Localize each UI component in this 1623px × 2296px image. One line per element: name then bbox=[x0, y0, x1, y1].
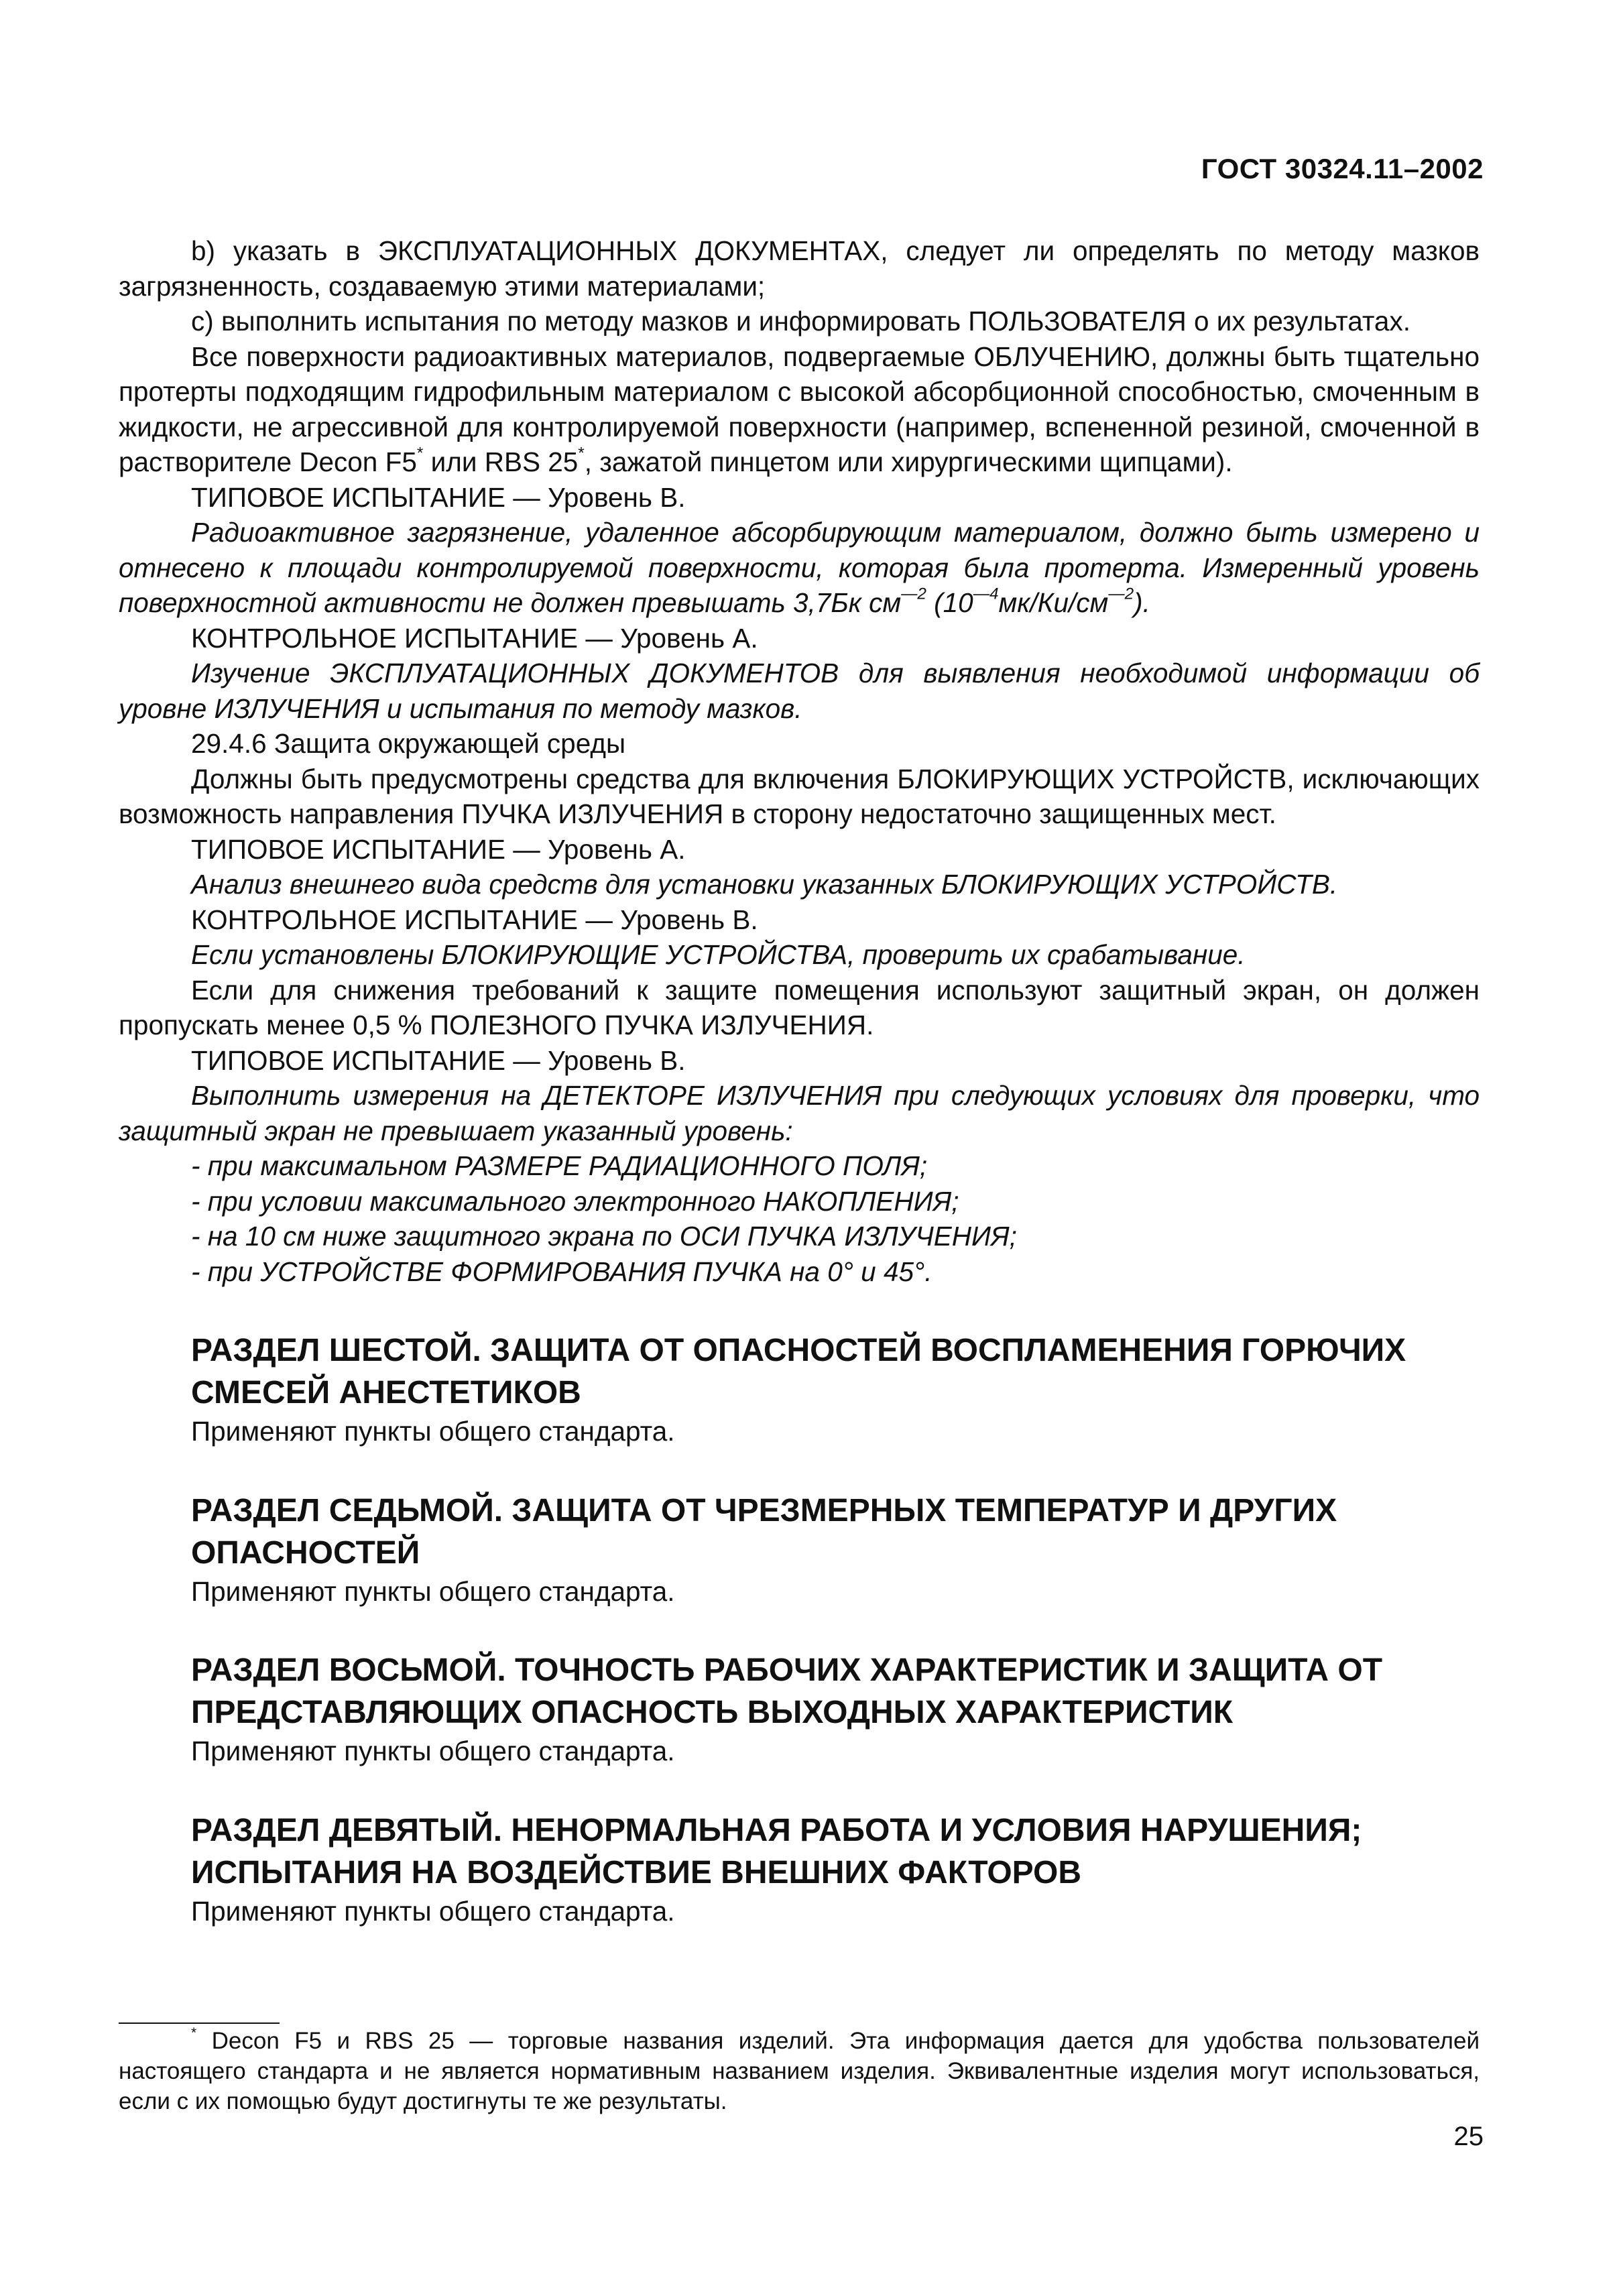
paragraph-shield: Если для снижения требований к защите помещения используют защитный экран, он должен пропускать менее 0,5 % ПОЛЕЗНОГО ПУЧКА ИЗЛУЧЕНИЯ. bbox=[119, 974, 1480, 1040]
condition-item: - на 10 см ниже защитного экрана по ОСИ ПУЧКА ИЗЛУЧЕНИЯ; bbox=[191, 1221, 1017, 1252]
paragraph-interlocks: Должны быть предусмотрены средства для включения БЛОКИРУЮЩИХ УСТРОЙСТВ, исключающих возможность направления ПУЧКА ИЗЛУЧЕНИЯ в сторону недостаточно защищенных мест. bbox=[119, 763, 1480, 829]
condition-item: - при максимальном РАЗМЕРЕ РАДИАЦИОННОГО ПОЛЯ; bbox=[191, 1150, 928, 1181]
type-test-label: ТИПОВОЕ ИСПЫТАНИЕ — Уровень А. bbox=[191, 833, 686, 865]
section-heading: РАЗДЕЛ ДЕВЯТЫЙ. НЕНОРМАЛЬНАЯ РАБОТА И УСЛОВИЯ НАРУШЕНИЯ; ИСПЫТАНИЯ НА ВОЗДЕЙСТВИЕ ВНЕШНИХ ФАКТОРОВ bbox=[191, 1812, 1362, 1890]
paragraph-surfaces: Все поверхности радиоактивных материалов, подвергаемые ОБЛУЧЕНИЮ, должны быть тщательно протерты подходящим гидрофильным материалом с высокой абсорбционной способностью, смоченным в жидкости, не агрессивной для контролируемой поверхности (например, вспененной резиной, смоченной в растворителе Decon F5* или RBS 25*, зажатой пинцетом или хирургическими щипцами). bbox=[119, 341, 1480, 477]
section-heading: РАЗДЕЛ ВОСЬМОЙ. ТОЧНОСТЬ РАБОЧИХ ХАРАКТЕРИСТИК И ЗАЩИТА ОТ ПРЕДСТАВЛЯЮЩИХ ОПАСНОСТЬ ВЫХОДНЫХ ХАРАКТЕРИСТИК bbox=[191, 1652, 1383, 1730]
type-test-label: ТИПОВОЕ ИСПЫТАНИЕ — Уровень В. bbox=[191, 1044, 686, 1076]
control-test-text: Изучение ЭКСПЛУАТАЦИОННЫХ ДОКУМЕНТОВ для выявления необходимой информации об уровне ИЗЛУЧЕНИЯ и испытания по методу мазков. bbox=[119, 658, 1480, 724]
footnote-marker: * bbox=[191, 2025, 197, 2041]
type-test-text: Радиоактивное загрязнение, удаленное абсорбирующим материалом, должно быть измерено и отнесено к площади контролируемой поверхности, которая была протерта. Измеренный уровень поверхностной активности не должен превышать 3,7Бк $см^{—2}$ $(10^{—4}мк/Ки/см^{—2})$. bbox=[119, 517, 1480, 618]
section-heading: РАЗДЕЛ СЕДЬМОЙ. ЗАЩИТА ОТ ЧРЕЗМЕРНЫХ ТЕМПЕРАТУР И ДРУГИХ ОПАСНОСТЕЙ bbox=[191, 1492, 1337, 1571]
section-text: Применяют пункты общего стандарта. bbox=[191, 1416, 675, 1447]
condition-item: - при условии максимального электронного НАКОПЛЕНИЯ; bbox=[191, 1185, 959, 1217]
page-number: 25 bbox=[1453, 2122, 1484, 2151]
footnote bbox=[119, 2026, 1480, 2116]
footnote-text: Decon F5 и RBS 25 — торговые названия изделий. Эта информация дается для удобства пользователей настоящего стандарта и не является нормативным названием изделия. Эквивалентные изделия могут использоваться, если с их помощью будут достигнуты те же результаты. bbox=[119, 2028, 1480, 2114]
control-test-label: КОНТРОЛЬНОЕ ИСПЫТАНИЕ — Уровень А. bbox=[191, 622, 758, 654]
type-test-label: ТИПОВОЕ ИСПЫТАНИЕ — Уровень В. bbox=[191, 481, 686, 513]
clause-heading: 29.4.6 Защита окружающей среды bbox=[191, 728, 626, 759]
control-test-text: Если установлены БЛОКИРУЮЩИЕ УСТРОЙСТВА, проверить их срабатывание. bbox=[191, 939, 1246, 970]
footnote-ref: * bbox=[578, 444, 585, 463]
footnote-ref: * bbox=[416, 444, 424, 463]
section-text: Применяют пункты общего стандарта. bbox=[191, 1895, 675, 1927]
document-code: ГОСТ 30324.11–2002 bbox=[1201, 153, 1484, 184]
type-test-text: Анализ внешнего вида средств для установки указанных БЛОКИРУЮЩИХ УСТРОЙСТВ. bbox=[191, 869, 1338, 900]
section-text: Применяют пункты общего стандарта. bbox=[191, 1736, 675, 1766]
control-test-label: КОНТРОЛЬНОЕ ИСПЫТАНИЕ — Уровень В. bbox=[191, 904, 758, 935]
section-text: Применяют пункты общего стандарта. bbox=[191, 1575, 675, 1607]
list-item-b: b) указать в ЭКСПЛУАТАЦИОННЫХ ДОКУМЕНТАХ, следует ли определять по методу мазков загрязненность, создаваемую этими материалами; bbox=[119, 235, 1480, 302]
condition-item: - при УСТРОЙСТВЕ ФОРМИРОВАНИЯ ПУЧКА на 0° и 45°. bbox=[191, 1256, 933, 1287]
type-test-text: Выполнить измерения на ДЕТЕКТОРЕ ИЗЛУЧЕНИЯ при следующих условиях для проверки, что защитный экран не превышает указанный уровень: bbox=[119, 1080, 1480, 1146]
section-heading: РАЗДЕЛ ШЕСТОЙ. ЗАЩИТА ОТ ОПАСНОСТЕЙ ВОСПЛАМЕНЕНИЯ ГОРЮЧИХ СМЕСЕЙ АНЕСТЕТИКОВ bbox=[191, 1333, 1406, 1410]
main-text bbox=[119, 233, 1480, 1929]
list-item-c: с) выполнить испытания по методу мазков и информировать ПОЛЬЗОВАТЕЛЯ о их результатах. bbox=[191, 306, 1410, 337]
footnote-separator bbox=[119, 2022, 280, 2024]
